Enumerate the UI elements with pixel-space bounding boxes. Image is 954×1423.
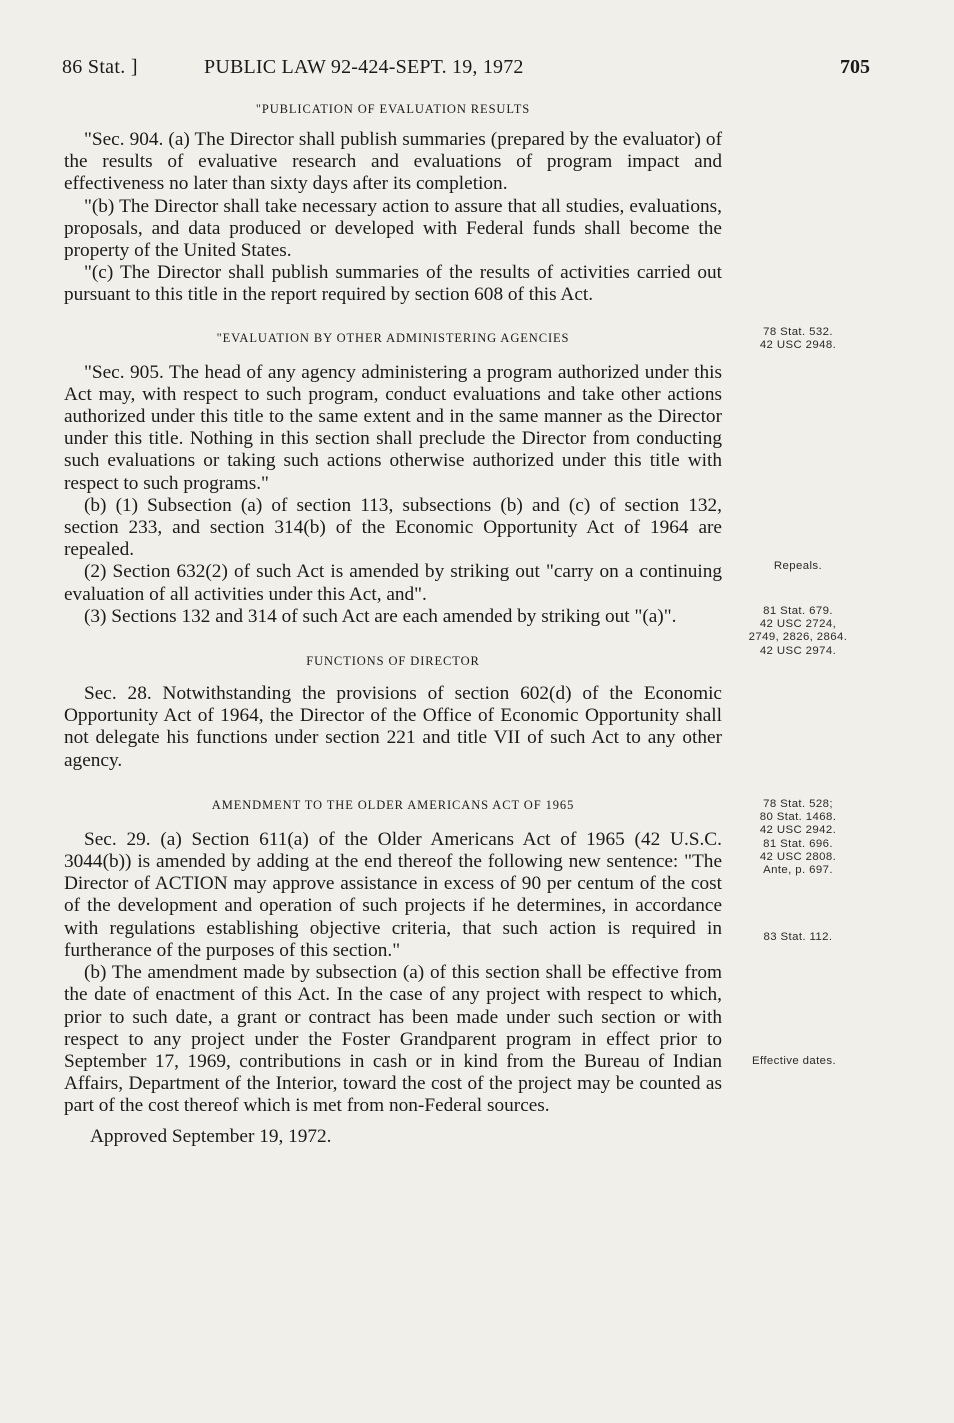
- section-heading: AMENDMENT TO THE OLDER AMERICANS ACT OF 1965: [211, 797, 575, 812]
- paragraph: "(b) The Director shall take necessary action to assure that all studies, evaluations, proposals, and data produced or developed with Federal funds shall become the property of the United States.: [64, 195, 722, 262]
- paragraph: (2) Section 632(2) of such Act is amended by striking out "carry on a continuing evaluation of all activities under this Act, and".: [64, 561, 722, 605]
- section-heading: "PUBLICATION OF EVALUATION RESULTS: [255, 102, 531, 116]
- page-number: 705: [840, 56, 870, 78]
- paragraph: (3) Sections 132 and 314 of such Act are each amended by striking out "(a)".: [84, 605, 677, 627]
- margin-citation: 81 Stat. 679. 42 USC 2724, 2749, 2826, 2864. 42 USC 2974.: [748, 605, 848, 657]
- paragraph: Sec. 28. Notwithstanding the provisions of section 602(d) of the Economic Opportunity Act of 1964, the Director of the Office of Economic Opportunity shall not delegate his functions under section 221 and title VII of such Act to any other agency.: [64, 683, 722, 771]
- paragraph: "Sec. 905. The head of any agency administering a program authorized under this Act may, with respect to such program, conduct evaluations and take other actions authorized under this title to the same extent and in the same manner as the Director under this title. Nothing in this section shall preclude the Director from conducting such evaluations or taking such actions otherwise authorized under this title with respect to such programs.": [64, 361, 722, 494]
- margin-citation: 78 Stat. 532. 42 USC 2948.: [759, 326, 837, 352]
- margin-citation: 78 Stat. 528; 80 Stat. 1468. 42 USC 2942. 81 Stat. 696. 42 USC 2808. Ante, p. 697.: [759, 798, 837, 877]
- paragraph: Sec. 29. (a) Section 611(a) of the Older Americans Act of 1965 (42 U.S.C. 3044(b)) is amended by adding at the end thereof the following new sentence: "The Director of ACTION may approve assistance in excess of 90 per centum of the cost of the development and operation of such projects if he determines, in accordance with regulations establishing objective criteria, that such action is required in furtherance of the purposes of this section.": [64, 828, 722, 961]
- section-heading: FUNCTIONS OF DIRECTOR: [306, 654, 480, 669]
- paragraph: "(c) The Director shall publish summaries of the results of activities carried out pursuant to this title in the report required by section 608 of this Act.: [64, 262, 722, 306]
- running-head: [62, 56, 870, 82]
- approval-date: Approved September 19, 1972.: [90, 1125, 332, 1147]
- margin-citation: 83 Stat. 112.: [763, 931, 833, 943]
- main-text: [64, 102, 722, 1148]
- paragraph: (b) The amendment made by subsection (a) of this section shall be effective from the date of enactment of this Act. In the case of any project with respect to which, prior to such date, a grant or contract has been made under such section or with respect to any project under the Foster Grandparent program in effect prior to September 17, 1969, contributions in cash or in kind from the Bureau of Indian Affairs, Department of the Interior, toward the cost of the project may be counted as part of the cost thereof which is met from non-Federal sources.: [64, 962, 722, 1117]
- section-heading: "EVALUATION BY OTHER ADMINISTERING AGENCIES: [216, 330, 570, 345]
- paragraph: "Sec. 904. (a) The Director shall publish summaries (prepared by the evaluator) of the results of evaluative research and evaluations of program impact and effectiveness no later than sixty days after its completion.: [64, 129, 722, 195]
- paragraph: (b) (1) Subsection (a) of section 113, subsections (b) and (c) of section 132, section 233, and section 314(b) of the Economic Opportunity Act of 1964 are repealed.: [64, 494, 722, 561]
- statute-volume: 86 Stat. ]: [62, 56, 138, 78]
- margin-note-effective-dates: Effective dates.: [752, 1055, 837, 1067]
- margin-note-repeals: Repeals.: [773, 560, 823, 572]
- law-title: PUBLIC LAW 92-424-SEPT. 19, 1972: [204, 56, 524, 78]
